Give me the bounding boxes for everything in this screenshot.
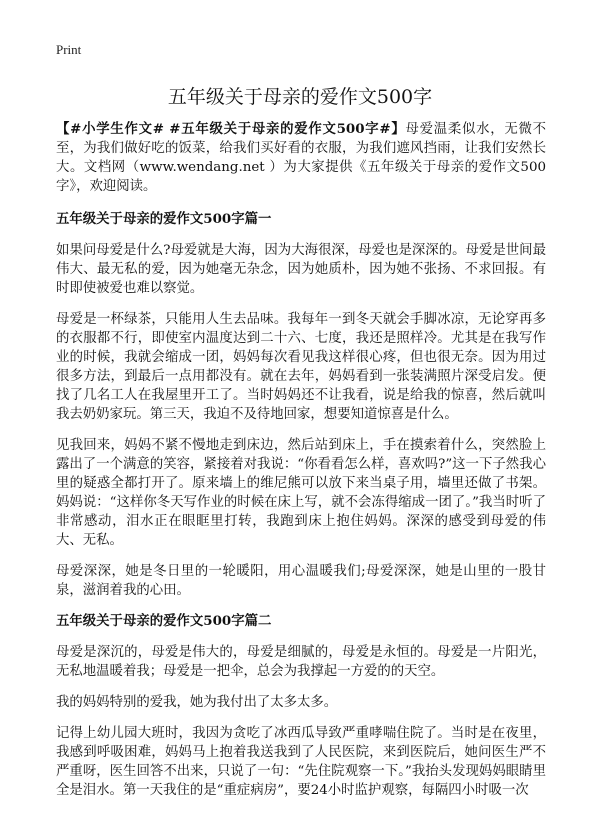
section-2-paragraph: 母爱是深沉的，母爱是伟大的，母爱是细腻的，母爱是永恒的。母爱是一片阳光，无私地温暖着我；母爱是一把伞，总会为我撑起一方爱的的天空。 (56, 645, 546, 679)
section-1-paragraph: 母爱是一杯绿茶，只能用人生去品味。我每年一到冬天就会手脚冰凉，无论穿再多的衣服都不行，即使室内温度达到二十六、七度，我还是照样冷。尤其是在我写作业的时候，我就会缩成一团，妈妈每次看见我这样很心疼，但也很无奈。因为用过很多方法，到最后一点用都没有。就在去年，妈妈看到一张装满照片深受启发。便找了几名工人在我屋里开工了。当时妈妈还不让我看，说是给我的惊喜，然后就叫我去奶奶家玩。第三天，我迫不及待地回家，想要知道惊喜是什么。 (56, 312, 546, 422)
print-link[interactable]: Print (56, 42, 82, 57)
section-heading-2: 五年级关于母亲的爱作文500字篇二 (56, 613, 272, 629)
document-title: 五年级关于母亲的爱作文500字 (167, 86, 433, 108)
section-2-paragraph: 我的妈妈特别的爱我，她为我付出了太多太多。 (56, 695, 338, 710)
intro-tags: 【#小学生作文# #五年级关于母亲的爱作文500字#】 (56, 121, 406, 137)
section-1-paragraph: 见我回来，妈妈不紧不慢地走到床边，然后站到床上，手在摸索着什么，突然脸上露出了一个满意的笑容，紧接着对我说：“你看看怎么样，喜欢吗?”这一下子然我心里的疑惑全都打开了。原来墙上的维尼熊可以放下来当桌子用，墙里还做了书架。妈妈说：“这样你冬天写作业的时候在床上写，就不会冻得缩成一团了。”我当时听了非常感动，泪水正在眼眶里打转，我跑到床上抱住妈妈。深深的感受到母爱的伟大、无私。 (56, 438, 546, 548)
section-1-paragraph: 如果问母爱是什么?母爱就是大海，因为大海很深，母爱也是深深的。母爱是世间最伟大、最无私的爱，因为她毫无杂念，因为她质朴，因为她不张扬、不求回报。有时即使被爱也难以察觉。 (56, 243, 546, 296)
section-1-paragraph: 母爱深深，她是冬日里的一轮暖阳，用心温暖我们;母爱深深，她是山里的一股甘泉，滋润着我的心田。 (56, 564, 546, 598)
intro-text: 母爱温柔似水，无微不至，为我们做好吃的饭菜，给我们买好看的衣服，为我们遮风挡雨，让我们安然长大。文档网（www.wendang.net ）为大家提供《五年级关于母亲的爱作文500字》，欢迎阅读。 (56, 122, 546, 194)
section-2-paragraph: 记得上幼儿园大班时，我因为贪吃了冰西瓜导致严重哮喘住院了。当时是在夜里，我感到呼吸困难，妈妈马上抱着我送我到了人民医院，来到医院后，她问医生严不严重呀，医生回答不出来，只说了一句：“先住院观察一下。”我抬头发现妈妈眼睛里全是泪水。第一天我住的是“重症病房”，要24小时监护观察，每隔四小时吸一次 (56, 726, 546, 798)
document-body (56, 120, 546, 812)
section-heading-1: 五年级关于母亲的爱作文500字篇一 (56, 211, 272, 227)
intro-paragraph (56, 120, 546, 196)
